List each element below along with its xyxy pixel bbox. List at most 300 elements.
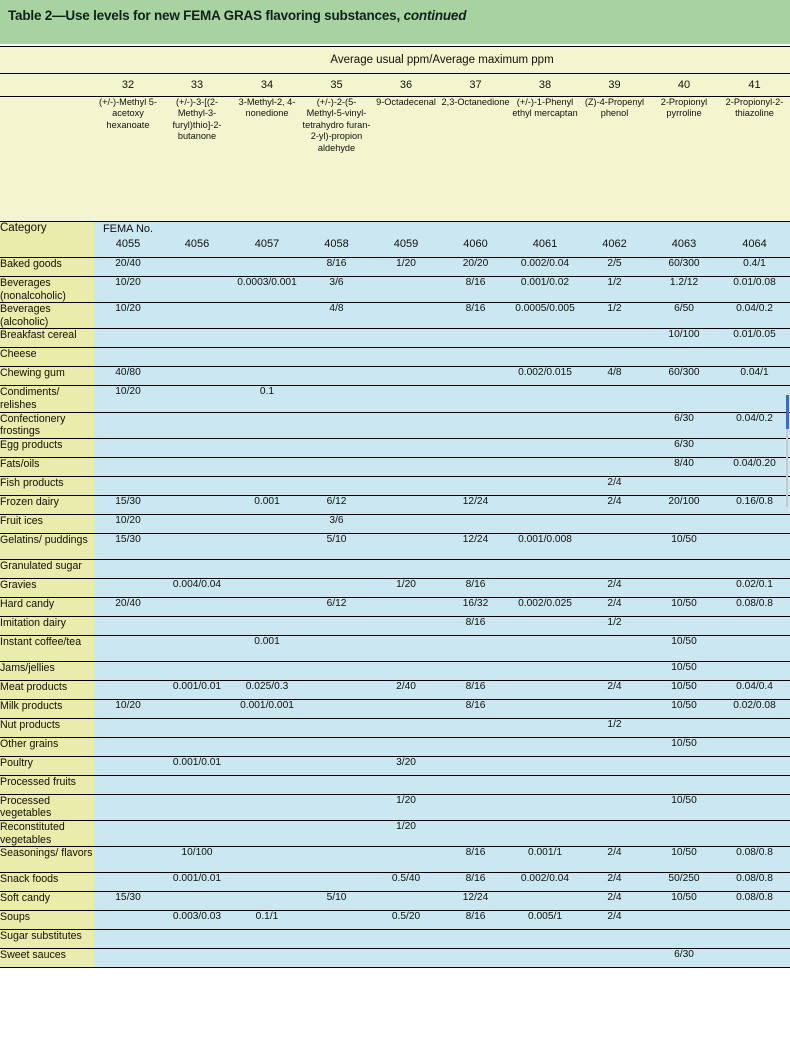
row-value-4063: 10/50 <box>649 847 719 873</box>
row-value-4061 <box>510 949 580 968</box>
row-value-4056: 0.004/0.04 <box>162 578 232 597</box>
row-value-4063 <box>649 514 719 533</box>
row-value-4059 <box>371 737 441 756</box>
row-value-4059 <box>371 930 441 949</box>
row-value-4056 <box>162 476 232 495</box>
row-value-4061: 0.002/0.04 <box>510 873 580 892</box>
row-value-4058: 8/16 <box>302 258 371 277</box>
row-value-4055: 20/40 <box>94 258 162 277</box>
header-fema-label-spacer <box>162 222 232 237</box>
row-value-4055: 15/30 <box>94 495 162 514</box>
header-fema-number-4056: 4056 <box>184 237 210 250</box>
table-header <box>0 47 790 258</box>
row-value-4055: 10/20 <box>94 514 162 533</box>
row-value-4055: 15/30 <box>94 533 162 559</box>
row-value-4055: 40/80 <box>94 367 162 386</box>
row-value-4058 <box>302 578 371 597</box>
header-fema-number-4059: 4059 <box>393 237 419 250</box>
row-value-4064 <box>719 559 790 578</box>
row-value-4064: 0.01/0.05 <box>719 329 790 348</box>
row-value-4055 <box>94 578 162 597</box>
row-value-4059 <box>371 495 441 514</box>
row-value-4060: 8/16 <box>441 277 510 303</box>
table-row <box>0 559 790 578</box>
table-title-main: Table 2—Use levels for new FEMA GRAS flavoring substances, <box>8 8 401 23</box>
header-category-label: Category <box>0 222 94 258</box>
header-fema-number-4063: 4063 <box>671 237 697 250</box>
row-value-4063: 10/50 <box>649 794 719 820</box>
row-value-4062 <box>580 820 649 846</box>
row-value-4061 <box>510 438 580 457</box>
row-value-4063 <box>649 718 719 737</box>
row-category: Fats/oils <box>0 457 94 476</box>
table-row <box>0 277 790 303</box>
row-value-4056 <box>162 892 232 911</box>
row-value-4062 <box>580 348 649 367</box>
row-category: Nut products <box>0 718 94 737</box>
row-value-4064: 0.4/1 <box>719 258 790 277</box>
row-value-4062 <box>580 438 649 457</box>
row-value-4061: 0.002/0.025 <box>510 597 580 616</box>
row-value-4060 <box>441 457 510 476</box>
row-value-4055 <box>94 775 162 794</box>
row-value-4058 <box>302 680 371 699</box>
row-value-4056 <box>162 820 232 846</box>
row-value-4057 <box>232 737 302 756</box>
row-category: Seasonings/ flavors <box>0 847 94 873</box>
header-substance-4057: 3-Methyl-2, 4-nonedione <box>232 97 302 222</box>
row-value-4057 <box>232 514 302 533</box>
row-value-4064: 0.08/0.8 <box>719 847 790 873</box>
row-value-4060 <box>441 635 510 661</box>
row-value-4061: 0.002/0.04 <box>510 258 580 277</box>
row-category: Breakfast cereal <box>0 329 94 348</box>
header-number-36: 36 <box>371 74 441 97</box>
row-value-4057 <box>232 616 302 635</box>
table-title-band <box>0 0 790 46</box>
row-value-4058 <box>302 367 371 386</box>
header-fema-4055 <box>94 222 162 258</box>
row-value-4056 <box>162 412 232 438</box>
row-value-4056 <box>162 718 232 737</box>
row-value-4064: 0.04/1 <box>719 367 790 386</box>
row-value-4059 <box>371 892 441 911</box>
row-category: Jams/jellies <box>0 661 94 680</box>
row-value-4064 <box>719 533 790 559</box>
row-value-4059 <box>371 348 441 367</box>
table-row <box>0 873 790 892</box>
row-value-4063 <box>649 578 719 597</box>
row-value-4064 <box>719 386 790 412</box>
row-value-4059 <box>371 775 441 794</box>
row-value-4055 <box>94 476 162 495</box>
row-value-4061 <box>510 718 580 737</box>
row-category: Gravies <box>0 578 94 597</box>
row-value-4064: 0.04/0.2 <box>719 303 790 329</box>
table-row <box>0 578 790 597</box>
row-value-4058 <box>302 794 371 820</box>
row-value-4060: 12/24 <box>441 533 510 559</box>
row-value-4057 <box>232 559 302 578</box>
table-row <box>0 303 790 329</box>
row-value-4057 <box>232 756 302 775</box>
row-value-4064: 0.08/0.8 <box>719 873 790 892</box>
row-value-4064 <box>719 514 790 533</box>
row-value-4055 <box>94 457 162 476</box>
row-value-4060: 12/24 <box>441 892 510 911</box>
row-value-4058 <box>302 930 371 949</box>
table-row <box>0 847 790 873</box>
row-value-4061 <box>510 892 580 911</box>
row-value-4063 <box>649 348 719 367</box>
row-category: Baked goods <box>0 258 94 277</box>
row-value-4057 <box>232 794 302 820</box>
row-value-4056 <box>162 699 232 718</box>
row-value-4058: 6/12 <box>302 495 371 514</box>
row-value-4057: 0.1/1 <box>232 911 302 930</box>
row-value-4062: 1/2 <box>580 616 649 635</box>
header-substance-4056: (+/-)-3-[(2-Methyl-3-furyl)thio]-2-butanone <box>162 97 232 222</box>
row-value-4062 <box>580 756 649 775</box>
row-value-4063: 6/30 <box>649 438 719 457</box>
row-value-4064: 0.02/0.08 <box>719 699 790 718</box>
table-row <box>0 794 790 820</box>
row-value-4064 <box>719 930 790 949</box>
row-value-4057: 0.001 <box>232 495 302 514</box>
row-value-4064: 0.02/0.1 <box>719 578 790 597</box>
row-value-4061: 0.002/0.015 <box>510 367 580 386</box>
row-value-4063: 10/100 <box>649 329 719 348</box>
row-value-4055: 10/20 <box>94 386 162 412</box>
row-value-4058 <box>302 820 371 846</box>
row-value-4064 <box>719 438 790 457</box>
row-value-4062 <box>580 412 649 438</box>
row-value-4064 <box>719 661 790 680</box>
row-value-4062 <box>580 949 649 968</box>
row-value-4058 <box>302 756 371 775</box>
row-value-4057 <box>232 718 302 737</box>
row-value-4060 <box>441 329 510 348</box>
row-value-4063: 10/50 <box>649 892 719 911</box>
table-row <box>0 476 790 495</box>
row-value-4056 <box>162 386 232 412</box>
row-value-4064: 0.08/0.8 <box>719 892 790 911</box>
row-category: Hard candy <box>0 597 94 616</box>
row-value-4061 <box>510 559 580 578</box>
row-value-4062: 2/5 <box>580 258 649 277</box>
row-value-4062 <box>580 775 649 794</box>
row-value-4055 <box>94 949 162 968</box>
row-value-4061 <box>510 386 580 412</box>
row-category: Imitation dairy <box>0 616 94 635</box>
row-value-4058: 5/10 <box>302 892 371 911</box>
row-category: Soups <box>0 911 94 930</box>
row-value-4063 <box>649 386 719 412</box>
table-row <box>0 737 790 756</box>
row-value-4059: 2/40 <box>371 680 441 699</box>
row-value-4058 <box>302 329 371 348</box>
row-value-4063: 10/50 <box>649 597 719 616</box>
row-value-4059 <box>371 635 441 661</box>
row-value-4061 <box>510 794 580 820</box>
header-fema-4058 <box>302 222 371 258</box>
row-value-4062: 2/4 <box>580 847 649 873</box>
row-value-4056 <box>162 495 232 514</box>
row-value-4058: 3/6 <box>302 277 371 303</box>
row-value-4055 <box>94 616 162 635</box>
row-value-4057 <box>232 348 302 367</box>
row-value-4064 <box>719 949 790 968</box>
row-value-4059 <box>371 476 441 495</box>
row-value-4063: 10/50 <box>649 661 719 680</box>
row-value-4059 <box>371 457 441 476</box>
row-value-4062 <box>580 457 649 476</box>
header-substance-4055: (+/-)-Methyl 5-acetoxy hexanoate <box>94 97 162 222</box>
row-value-4059 <box>371 438 441 457</box>
header-span-row <box>0 47 790 74</box>
row-value-4055 <box>94 680 162 699</box>
row-value-4055: 10/20 <box>94 277 162 303</box>
row-value-4062: 1/2 <box>580 303 649 329</box>
row-value-4055 <box>94 661 162 680</box>
row-category: Fruit ices <box>0 514 94 533</box>
row-value-4058 <box>302 559 371 578</box>
row-value-4055 <box>94 559 162 578</box>
row-value-4059: 1/20 <box>371 258 441 277</box>
row-value-4056 <box>162 775 232 794</box>
header-fema-number-4060: 4060 <box>463 237 488 250</box>
row-value-4062 <box>580 661 649 680</box>
row-value-4062 <box>580 930 649 949</box>
row-value-4055 <box>94 438 162 457</box>
row-value-4064 <box>719 348 790 367</box>
row-value-4061 <box>510 514 580 533</box>
row-value-4059 <box>371 386 441 412</box>
row-value-4062 <box>580 386 649 412</box>
row-value-4060 <box>441 476 510 495</box>
row-value-4057: 0.001 <box>232 635 302 661</box>
table-row <box>0 911 790 930</box>
row-value-4061 <box>510 348 580 367</box>
scrollbar-track[interactable] <box>786 429 788 507</box>
row-value-4063: 6/50 <box>649 303 719 329</box>
row-value-4063: 60/300 <box>649 258 719 277</box>
row-value-4059: 1/20 <box>371 794 441 820</box>
row-value-4056 <box>162 661 232 680</box>
scrollbar-thumb[interactable] <box>786 395 789 429</box>
table-row <box>0 514 790 533</box>
row-category: Cheese <box>0 348 94 367</box>
header-substance-4060: 2,3-Octanedione <box>441 97 510 222</box>
row-value-4055 <box>94 847 162 873</box>
row-value-4058 <box>302 476 371 495</box>
row-value-4058 <box>302 438 371 457</box>
table-row <box>0 635 790 661</box>
row-value-4061: 0.005/1 <box>510 911 580 930</box>
row-value-4062: 2/4 <box>580 680 649 699</box>
row-value-4059: 1/20 <box>371 820 441 846</box>
row-value-4060 <box>441 438 510 457</box>
row-value-4061 <box>510 616 580 635</box>
row-value-4063 <box>649 476 719 495</box>
row-value-4059 <box>371 597 441 616</box>
table-body <box>0 258 790 968</box>
row-value-4056 <box>162 737 232 756</box>
row-value-4060: 8/16 <box>441 847 510 873</box>
row-value-4063: 10/50 <box>649 635 719 661</box>
row-value-4059: 1/20 <box>371 578 441 597</box>
row-value-4057 <box>232 329 302 348</box>
row-value-4064 <box>719 616 790 635</box>
row-value-4058 <box>302 775 371 794</box>
row-value-4060 <box>441 559 510 578</box>
row-category: Other grains <box>0 737 94 756</box>
header-number-38: 38 <box>510 74 580 97</box>
row-value-4057 <box>232 775 302 794</box>
table-row <box>0 438 790 457</box>
row-value-4055 <box>94 930 162 949</box>
row-value-4060 <box>441 820 510 846</box>
row-value-4063: 1.2/12 <box>649 277 719 303</box>
header-fema-4061 <box>510 222 580 258</box>
row-value-4062: 2/4 <box>580 476 649 495</box>
row-value-4061: 0.001/0.008 <box>510 533 580 559</box>
row-value-4056 <box>162 794 232 820</box>
row-value-4060 <box>441 412 510 438</box>
row-category: Fish products <box>0 476 94 495</box>
header-substance-4064: 2-Propionyl-2-thiazoline <box>719 97 790 222</box>
row-value-4060 <box>441 949 510 968</box>
row-value-4063: 50/250 <box>649 873 719 892</box>
row-category: Sugar substitutes <box>0 930 94 949</box>
row-value-4056 <box>162 559 232 578</box>
row-value-4060: 8/16 <box>441 873 510 892</box>
row-value-4063: 60/300 <box>649 367 719 386</box>
row-value-4060: 8/16 <box>441 616 510 635</box>
row-category: Confectionery frostings <box>0 412 94 438</box>
row-value-4058 <box>302 348 371 367</box>
row-value-4063 <box>649 775 719 794</box>
table-row <box>0 680 790 699</box>
row-value-4064 <box>719 737 790 756</box>
row-value-4062 <box>580 329 649 348</box>
row-value-4061 <box>510 412 580 438</box>
row-value-4058 <box>302 661 371 680</box>
row-value-4060: 8/16 <box>441 680 510 699</box>
header-substance-4062: (Z)-4-Propenyl phenol <box>580 97 649 222</box>
row-value-4055 <box>94 794 162 820</box>
row-value-4055 <box>94 820 162 846</box>
row-value-4060: 8/16 <box>441 699 510 718</box>
row-category: Chewing gum <box>0 367 94 386</box>
scrollbar[interactable] <box>785 395 790 507</box>
header-fema-number-4057: 4057 <box>254 237 280 250</box>
row-value-4063 <box>649 930 719 949</box>
row-value-4056 <box>162 348 232 367</box>
table-row <box>0 533 790 559</box>
row-value-4059: 0.5/40 <box>371 873 441 892</box>
header-substance-row <box>0 97 790 222</box>
row-value-4063 <box>649 616 719 635</box>
row-value-4062: 2/4 <box>580 873 649 892</box>
row-category: Snack foods <box>0 873 94 892</box>
row-value-4062 <box>580 533 649 559</box>
row-value-4060 <box>441 367 510 386</box>
row-value-4055 <box>94 412 162 438</box>
row-value-4055: 10/20 <box>94 699 162 718</box>
row-value-4061 <box>510 680 580 699</box>
row-category: Sweet sauces <box>0 949 94 968</box>
row-value-4062: 2/4 <box>580 578 649 597</box>
row-value-4062: 1/2 <box>580 277 649 303</box>
row-value-4061: 0.001/1 <box>510 847 580 873</box>
row-value-4063: 20/100 <box>649 495 719 514</box>
row-value-4056 <box>162 949 232 968</box>
row-value-4064 <box>719 476 790 495</box>
row-value-4056 <box>162 635 232 661</box>
row-value-4060 <box>441 348 510 367</box>
row-category: Reconstituted vegetables <box>0 820 94 846</box>
header-substance-4061: (+/-)-1-Phenyl ethyl mercaptan <box>510 97 580 222</box>
row-value-4056: 0.001/0.01 <box>162 680 232 699</box>
table-row <box>0 661 790 680</box>
row-value-4061 <box>510 457 580 476</box>
row-value-4056: 0.001/0.01 <box>162 756 232 775</box>
row-value-4058 <box>302 949 371 968</box>
row-value-4063 <box>649 756 719 775</box>
header-fema-4056 <box>162 222 232 258</box>
row-value-4056 <box>162 533 232 559</box>
header-fema-label: FEMA No. <box>102 223 154 235</box>
row-value-4057 <box>232 820 302 846</box>
row-value-4059 <box>371 699 441 718</box>
row-value-4061: 0.001/0.02 <box>510 277 580 303</box>
row-category: Processed fruits <box>0 775 94 794</box>
header-span-spacer <box>0 47 94 74</box>
row-value-4062 <box>580 794 649 820</box>
row-value-4060 <box>441 930 510 949</box>
row-value-4055: 15/30 <box>94 892 162 911</box>
row-value-4061 <box>510 661 580 680</box>
row-value-4058: 3/6 <box>302 514 371 533</box>
row-value-4062 <box>580 559 649 578</box>
header-fema-number-4055: 4055 <box>115 237 141 250</box>
row-value-4061 <box>510 699 580 718</box>
row-value-4058: 6/12 <box>302 597 371 616</box>
row-value-4060 <box>441 661 510 680</box>
row-value-4062 <box>580 699 649 718</box>
row-value-4055 <box>94 756 162 775</box>
row-value-4061 <box>510 737 580 756</box>
row-value-4056: 10/100 <box>162 847 232 873</box>
row-value-4061 <box>510 476 580 495</box>
table-row <box>0 495 790 514</box>
row-value-4063: 6/30 <box>649 949 719 968</box>
row-category: Egg products <box>0 438 94 457</box>
table-row <box>0 820 790 846</box>
row-value-4060 <box>441 794 510 820</box>
row-value-4064: 0.08/0.8 <box>719 597 790 616</box>
row-value-4059 <box>371 661 441 680</box>
table-row <box>0 597 790 616</box>
row-value-4063: 6/30 <box>649 412 719 438</box>
row-value-4060 <box>441 514 510 533</box>
row-value-4057: 0.0003/0.001 <box>232 277 302 303</box>
row-value-4062: 2/4 <box>580 597 649 616</box>
row-value-4060: 12/24 <box>441 495 510 514</box>
row-value-4060 <box>441 386 510 412</box>
row-value-4061 <box>510 578 580 597</box>
